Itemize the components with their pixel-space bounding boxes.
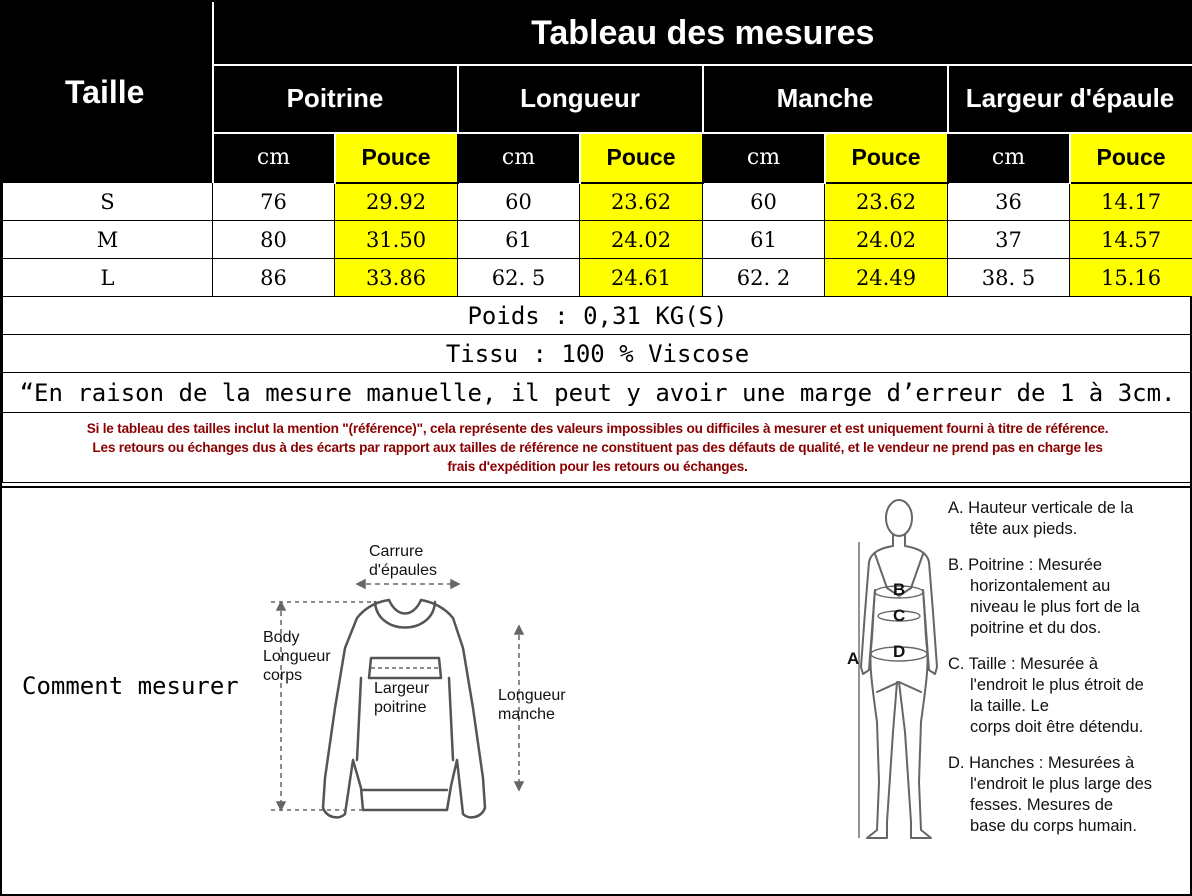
value-cell: 15.16: [1070, 259, 1192, 297]
table-row: [3, 259, 1192, 297]
unit-inch: Pouce: [580, 133, 703, 183]
value-cell: 76: [213, 183, 335, 221]
size-cell: L: [3, 259, 213, 297]
legend-item: A. Hauteur verticale de la tête aux pieds.: [948, 499, 1134, 538]
value-cell: 23.62: [825, 183, 948, 221]
unit-cm: cm: [703, 133, 825, 183]
how-to-measure-label: Comment mesurer: [22, 672, 239, 700]
value-cell: 37: [948, 221, 1070, 259]
value-cell: 14.57: [1070, 221, 1192, 259]
value-cell: 24.49: [825, 259, 948, 297]
value-cell: 33.86: [335, 259, 458, 297]
value-cell: 24.02: [580, 221, 703, 259]
warning-line: frais d'expédition pour les retours ou échanges.: [447, 459, 748, 474]
unit-cm: cm: [948, 133, 1070, 183]
value-cell: 14.17: [1070, 183, 1192, 221]
value-cell: 60: [458, 183, 580, 221]
reference-warning: [3, 413, 1192, 483]
value-cell: 60: [703, 183, 825, 221]
measurement-error-note: “En raison de la mesure manuelle, il peut y avoir une marge d’erreur de 1 à 3cm.: [3, 373, 1192, 413]
how-to-measure-section: [2, 486, 1192, 896]
value-cell: 62. 5: [458, 259, 580, 297]
value-cell: 31.50: [335, 221, 458, 259]
size-cell: M: [3, 221, 213, 259]
body-letter-b: B: [893, 580, 906, 599]
unit-inch: Pouce: [335, 133, 458, 183]
body-figure-illustration: [847, 492, 947, 848]
table-row: [3, 183, 1192, 221]
size-cell: S: [3, 183, 213, 221]
measurement-legend: [948, 498, 1188, 852]
table-row: [3, 221, 1192, 259]
body-letter-c: C: [893, 606, 906, 625]
size-table: [2, 2, 1192, 483]
value-cell: 23.62: [580, 183, 703, 221]
value-cell: 36: [948, 183, 1070, 221]
value-cell: 86: [213, 259, 335, 297]
fabric-info: Tissu : 100 % Viscose: [3, 335, 1192, 373]
chest-width-label: Largeur poitrine: [374, 680, 430, 716]
legend-item: B. Poitrine : Mesurée horizontalement au niveau le plus fort de la poitrine et du dos.: [948, 556, 1140, 637]
shoulder-label: Carrure d'épaules: [369, 543, 437, 579]
body-letter-a: A: [847, 649, 860, 668]
value-cell: 29.92: [335, 183, 458, 221]
size-column-header: Taille: [3, 3, 213, 183]
unit-inch: Pouce: [1070, 133, 1192, 183]
body-length-label: Body Longueur corps: [263, 629, 331, 684]
unit-cm: cm: [458, 133, 580, 183]
value-cell: 61: [458, 221, 580, 259]
group-header-longueur: Longueur: [458, 65, 703, 133]
value-cell: 24.61: [580, 259, 703, 297]
body-letter-d: D: [893, 642, 906, 661]
legend-item: C. Taille : Mesurée à l'endroit le plus étroit de la taille. Le corps doit être détendu.: [948, 655, 1144, 736]
value-cell: 61: [703, 221, 825, 259]
sleeve-length-label: Longueur manche: [498, 687, 566, 723]
legend-item: D. Hanches : Mesurées à l'endroit le plus large des fesses. Mesures de base du corps humain.: [948, 754, 1153, 835]
group-header-poitrine: Poitrine: [213, 65, 458, 133]
warning-line: Les retours ou échanges dus à des écarts par rapport aux tailles de référence ne constituent pas des défauts de qualité, et le vendeur ne prend pas en charge les: [92, 440, 1103, 455]
weight-info: Poids : 0,31 KG(S): [3, 297, 1192, 335]
value-cell: 62. 2: [703, 259, 825, 297]
unit-inch: Pouce: [825, 133, 948, 183]
warning-line: Si le tableau des tailles inclut la mention "(référence)", cela représente des valeurs impossibles ou difficiles à mesurer et est uniquement fourni à titre de référence.: [86, 421, 1109, 436]
value-cell: 24.02: [825, 221, 948, 259]
group-header-epaule: Largeur d'épaule: [948, 65, 1192, 133]
value-cell: 80: [213, 221, 335, 259]
group-header-manche: Manche: [703, 65, 948, 133]
value-cell: 38. 5: [948, 259, 1070, 297]
unit-cm: cm: [213, 133, 335, 183]
table-title: Tableau des mesures: [213, 3, 1192, 65]
